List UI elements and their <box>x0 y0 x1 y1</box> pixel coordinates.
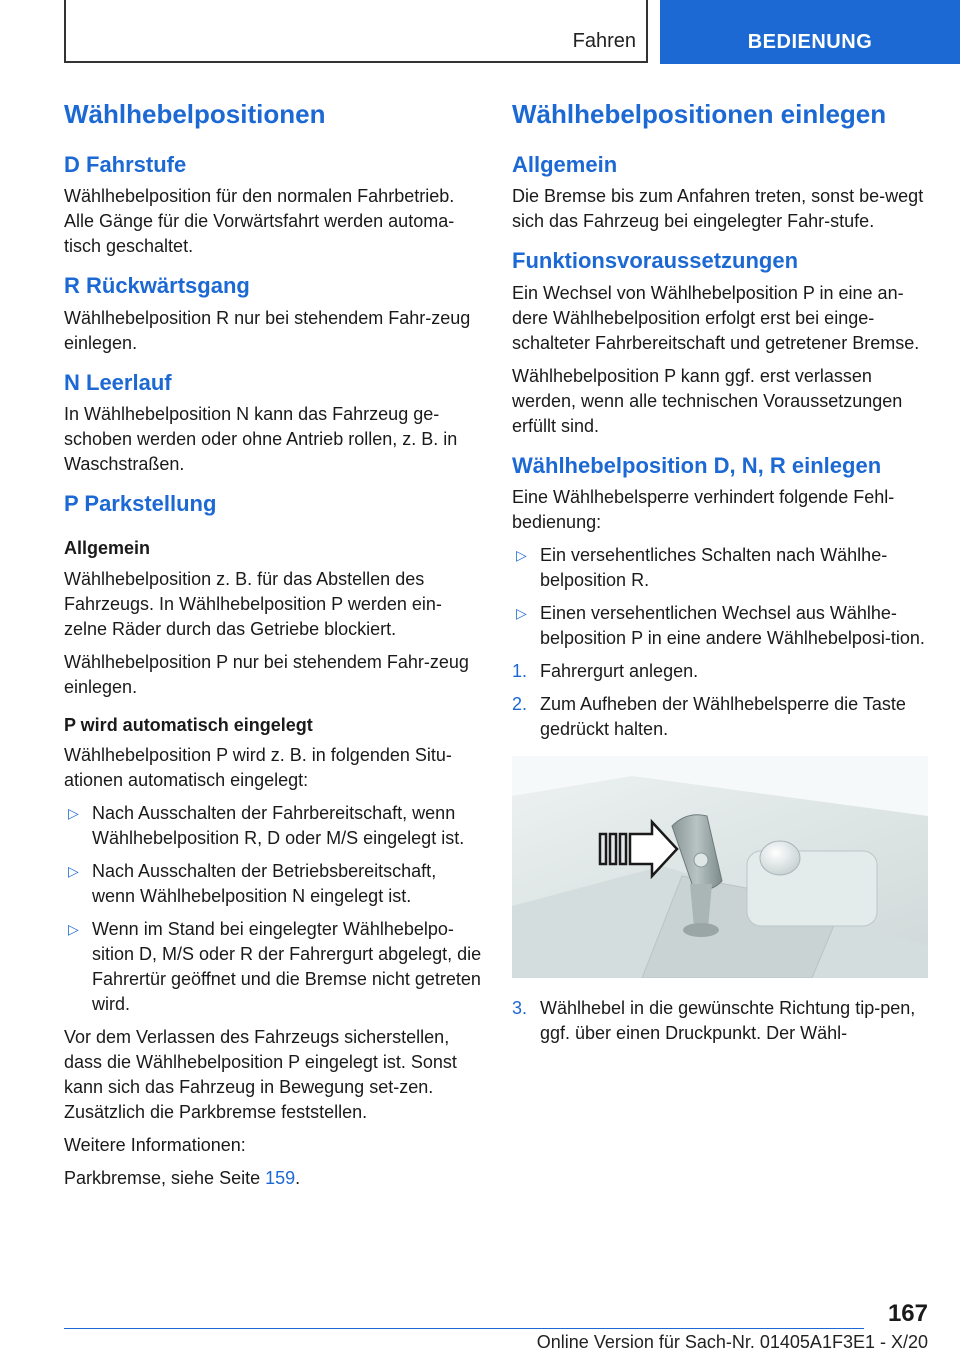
text-general: Die Bremse bis zum Anfahren treten, sonst be-wegt sich das Fahrzeug bei eingelegter Fahr-stufe. <box>512 186 924 232</box>
triangle-right-icon: ▷ <box>68 805 79 822</box>
section-n <box>64 370 482 477</box>
footer-divider <box>64 1328 864 1329</box>
heading-r: R Rückwärtsgang <box>64 273 250 299</box>
text-p-general-1: Wählhebelposition z. B. für das Abstellen des Fahrzeugs. In Wählhebelposition P werden ein-zelne Räder durch das Getriebe blockiert. <box>64 568 442 639</box>
section-general <box>512 152 928 234</box>
text-p-auto-intro: Wählhebelposition P wird z. B. in folgenden Situ-ationen automatisch eingelegt: <box>64 745 452 791</box>
list-item: ▷ Wenn im Stand bei eingelegter Wählhebelpo-sition D, M/S oder R der Fahrergurt abgelegt, die Fahrertür geöffnet und die Bremse nicht getreten wird. <box>68 919 482 1015</box>
step-item: 2. Zum Aufheben der Wählhebelsperre die Taste gedrückt halten. <box>512 694 906 740</box>
section-d <box>64 152 482 259</box>
gear-selector-illustration <box>512 756 928 978</box>
triangle-right-icon: ▷ <box>68 863 79 880</box>
list-item: ▷ Nach Ausschalten der Fahrbereitschaft, wenn Wählhebelposition R, D oder M/S eingelegt ist. <box>68 803 465 849</box>
triangle-right-icon: ▷ <box>68 921 79 938</box>
engage-step-list-continued <box>512 996 928 1046</box>
heading-n: N Leerlauf <box>64 369 172 395</box>
left-column <box>64 100 482 1199</box>
section-engage <box>512 453 928 1046</box>
text-more-info: Weitere Informationen: <box>64 1135 246 1156</box>
text-requirements-2: Wählhebelposition P kann ggf. erst verlassen werden, wenn alle technischen Voraussetzungen erfüllt sind. <box>512 365 903 436</box>
text-p-general-2: Wählhebelposition P nur bei stehendem Fahr-zeug einlegen. <box>64 651 469 697</box>
left-title: Wählhebelpositionen <box>64 99 326 129</box>
triangle-right-icon: ▷ <box>516 547 527 564</box>
header-chapter: Fahren <box>572 30 636 52</box>
section-p <box>64 491 482 1191</box>
section-requirements <box>512 248 928 438</box>
footer-text: Online Version für Sach-Nr. 01405A1F3E1 - X/20 <box>536 1332 928 1352</box>
step-number: 1. <box>512 661 528 682</box>
list-item: ▷ Einen versehentlichen Wechsel aus Wählhe-belposition P in eine andere Wählhebelposi-tion. <box>516 603 925 649</box>
text-d: Wählhebelposition für den normalen Fahrbetrieb. Alle Gänge für die Vorwärtsfahrt werden automa-tisch geschaltet. <box>64 186 455 257</box>
text-requirements-1: Ein Wechsel von Wählhebelposition P in eine an-dere Wählhebelposition erfolgt erst bei einge-schalteter Fahrbereitschaft und getretener Bremse. <box>512 282 920 353</box>
step-item: 3. Wählhebel in die gewünschte Richtung tip-pen, ggf. über einen Druckpunkt. Der Wähl- <box>512 998 916 1044</box>
header-chapter-box <box>64 0 648 63</box>
text-n: In Wählhebelposition N kann das Fahrzeug ge-schoben werden oder ohne Antrieb rollen, z. B. in Waschstraßen. <box>64 404 458 475</box>
section-r <box>64 273 482 355</box>
text-engage-intro: Eine Wählhebelsperre verhindert folgende Fehl-bedienung: <box>512 487 895 533</box>
page-link-159[interactable]: 159 <box>265 1168 296 1189</box>
engage-step-list <box>512 659 928 742</box>
triangle-right-icon: ▷ <box>516 605 527 622</box>
heading-general: Allgemein <box>512 151 618 177</box>
right-column <box>512 100 928 1054</box>
heading-p-general: Allgemein <box>64 538 151 559</box>
heading-d: D Fahrstufe <box>64 151 187 177</box>
list-item: ▷ Nach Ausschalten der Betriebsbereitschaft, wenn Wählhebelposition N eingelegt ist. <box>68 861 437 907</box>
step-number: 3. <box>512 998 528 1019</box>
text-r: Wählhebelposition R nur bei stehendem Fahr-zeug einlegen. <box>64 307 471 353</box>
heading-engage: Wählhebelposition D, N, R einlegen <box>512 452 882 478</box>
heading-p: P Parkstellung <box>64 491 217 517</box>
text-p-after: Vor dem Verlassen des Fahrzeugs sicherstellen, dass die Wählhebelposition P eingelegt ist. Sonst kann sich das Fahrzeug in Bewegung set-zen. Zusätzlich die Parkbremse feststellen. <box>64 1027 457 1123</box>
right-title: Wählhebelpositionen einlegen <box>512 99 887 129</box>
engage-bullet-list <box>512 543 928 651</box>
heading-p-auto: P wird automatisch eingelegt <box>64 714 313 735</box>
list-item: ▷ Ein versehentliches Schalten nach Wählhe-belposition R. <box>516 545 888 591</box>
page-number: 167 <box>887 1300 928 1327</box>
header-section-tab: BEDIENUNG <box>660 0 960 64</box>
step-item: 1. Fahrergurt anlegen. <box>512 659 928 684</box>
heading-requirements: Funktionsvoraussetzungen <box>512 248 799 274</box>
reference-parkbremse: Parkbremse, siehe Seite 159. <box>64 1168 301 1189</box>
step-number: 2. <box>512 694 528 715</box>
p-auto-bullet-list <box>64 801 482 1017</box>
